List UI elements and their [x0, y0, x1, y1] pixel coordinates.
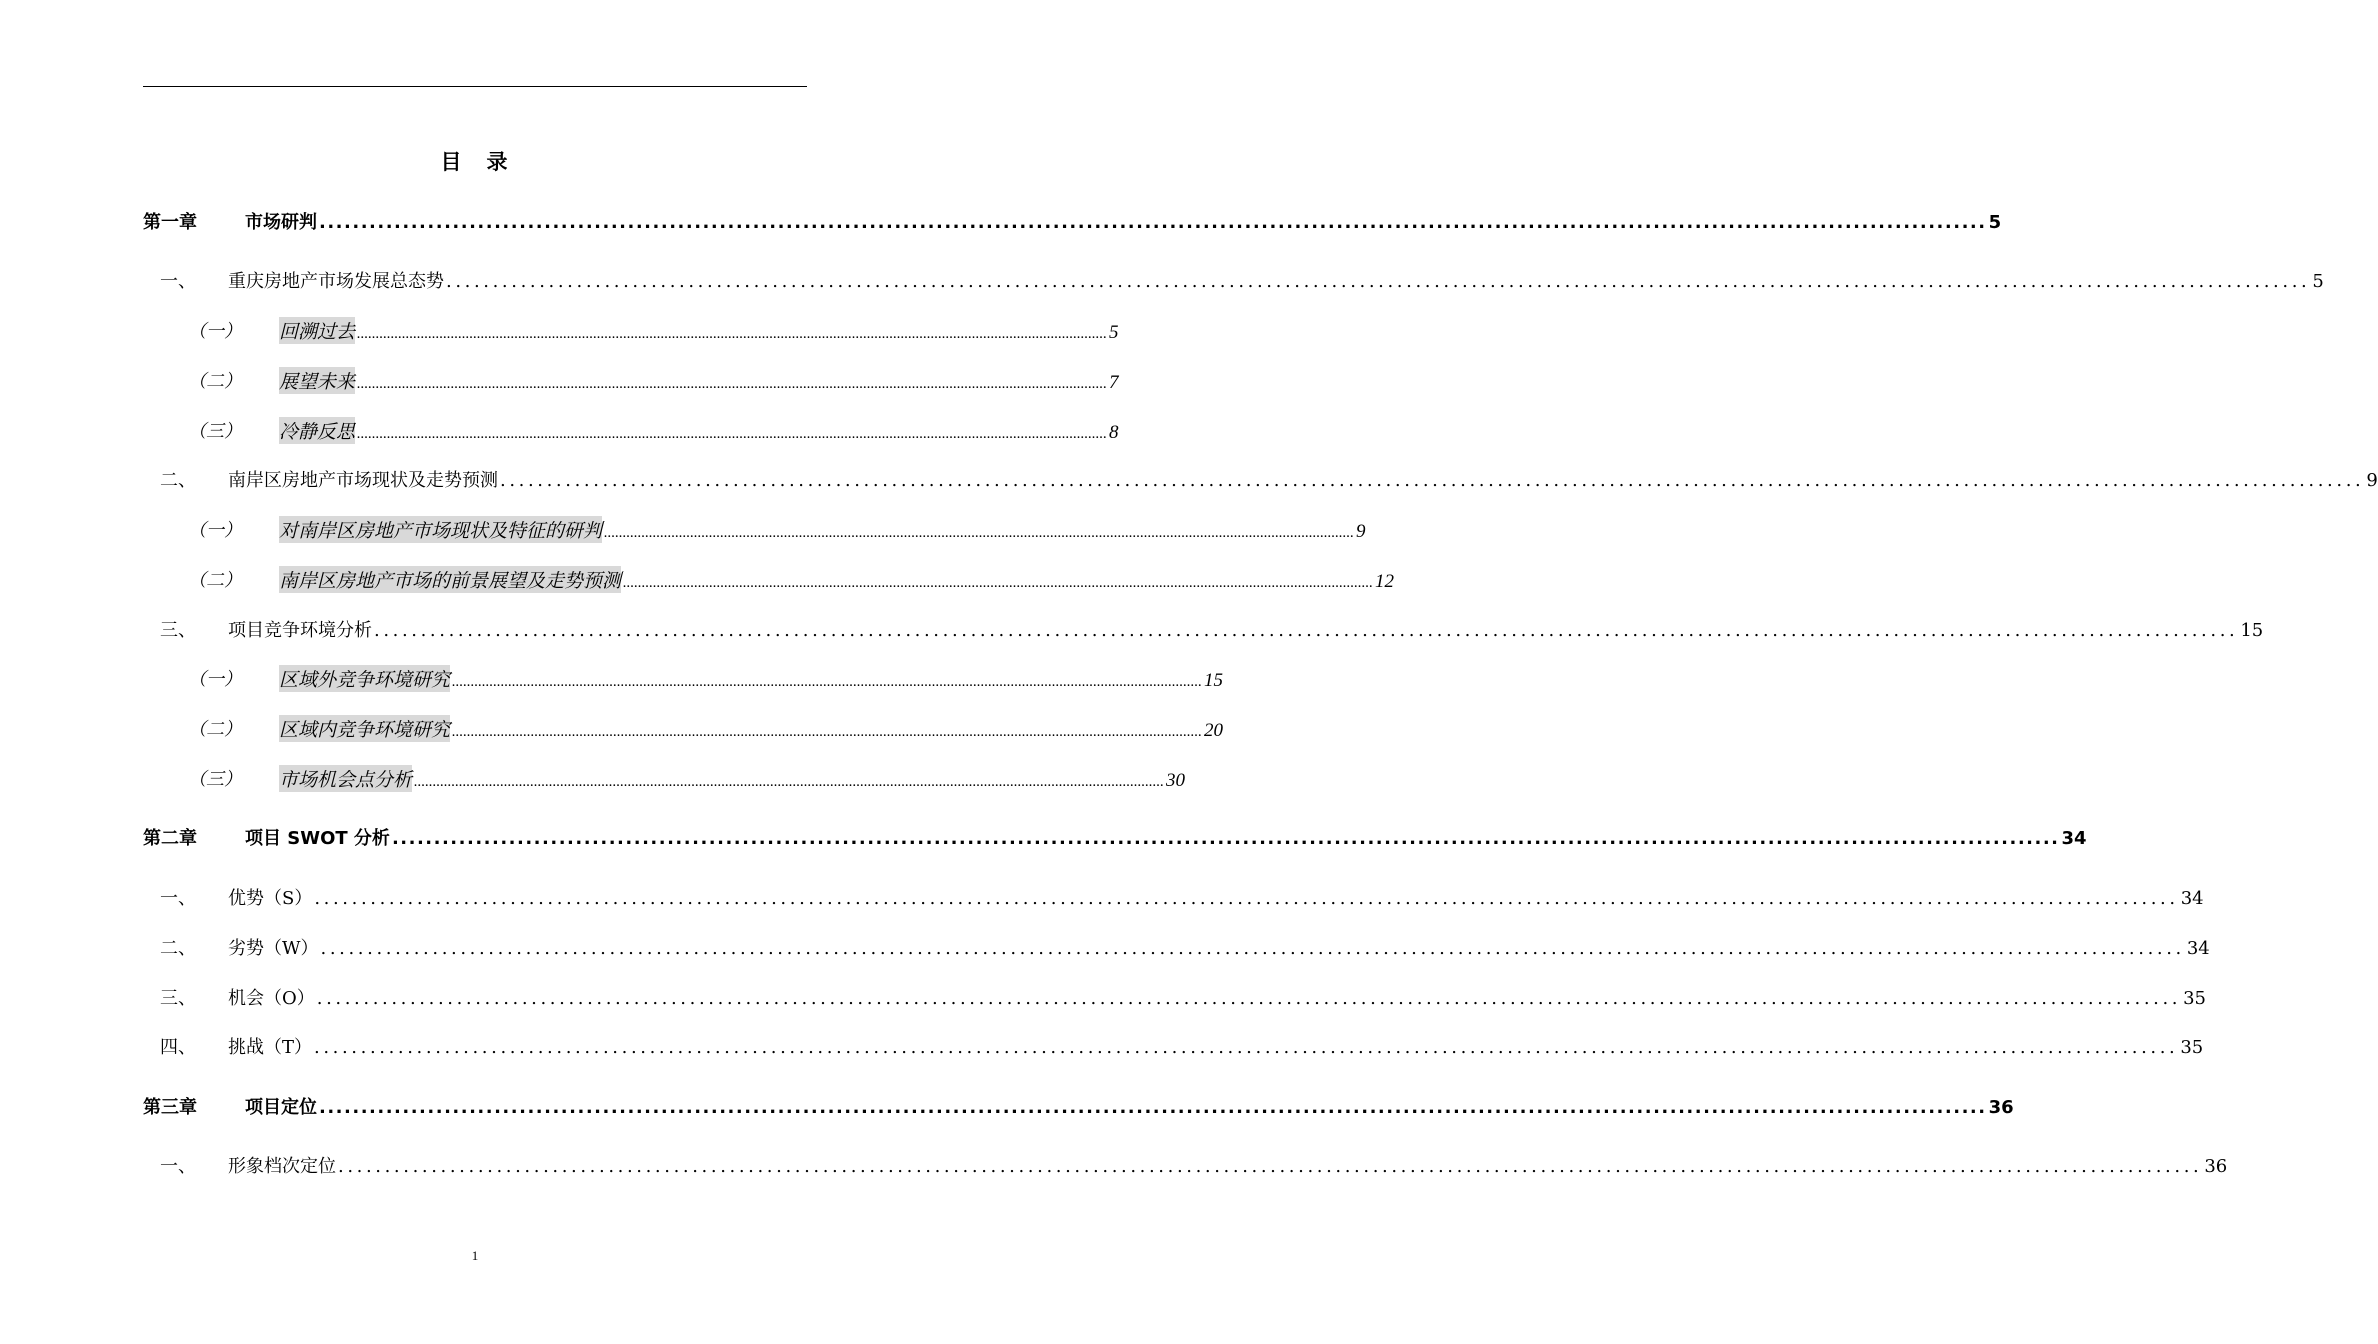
- toc-entry-text[interactable]: 南岸区房地产市场的前景展望及走势预测: [279, 566, 621, 593]
- toc-entry-text[interactable]: 优势（S）: [228, 888, 313, 909]
- toc-entry-number: （三）: [188, 769, 242, 790]
- toc-dot-leader: ........................................................................................................................................................................................................: [319, 1097, 1987, 1118]
- toc-dot-leader: ........................................................................................................................................................................................................: [452, 674, 1203, 690]
- toc-dot-leader: ........................................................................................................................................................................................................: [320, 938, 2185, 959]
- toc-entry-body: [245, 824, 2087, 850]
- toc-entry-body: [228, 1152, 2228, 1178]
- toc-entry-body: [279, 765, 1186, 792]
- toc-entry-number: 一、: [160, 888, 196, 909]
- toc-entry[interactable]: [0, 264, 2324, 294]
- toc-entry-page[interactable]: 12: [1375, 571, 1395, 592]
- toc-entry-number: （一）: [188, 321, 242, 342]
- toc-dot-leader: ........................................................................................................................................................................................................: [316, 988, 2182, 1009]
- toc-entry[interactable]: [0, 762, 1186, 792]
- toc-entry-body: [228, 984, 2207, 1010]
- toc-dot-leader: ........................................................................................................................................................................................................: [623, 575, 1374, 591]
- toc-entry-page[interactable]: 5: [2312, 271, 2324, 292]
- toc-entry-text[interactable]: 区域外竞争环境研究: [279, 665, 450, 692]
- toc-entry-number: （二）: [188, 570, 242, 591]
- toc-entry-text[interactable]: 项目竞争环境分析: [228, 620, 372, 641]
- toc-entry-page[interactable]: 5: [1988, 212, 2002, 233]
- toc-entry-page[interactable]: 34: [2180, 888, 2204, 909]
- toc-entry-page[interactable]: 9: [2366, 470, 2378, 491]
- toc-entry-number: 三、: [160, 620, 196, 641]
- toc-dot-leader: ........................................................................................................................................................................................................: [374, 620, 2239, 641]
- toc-entry-body: [279, 665, 1224, 692]
- toc-entry-number: 一、: [160, 271, 196, 292]
- toc-dot-leader: ........................................................................................................................................................................................................: [452, 724, 1203, 740]
- toc-dot-leader: ........................................................................................................................................................................................................: [314, 1037, 2179, 1058]
- toc-entry-number: （二）: [188, 371, 242, 392]
- toc-entry-page[interactable]: 5: [1109, 322, 1119, 343]
- toc-entry-number: 第一章: [143, 212, 197, 233]
- toc-entry-page[interactable]: 34: [2061, 828, 2087, 849]
- toc-entry-body: [228, 267, 2324, 293]
- toc-entry-text[interactable]: 劣势（W）: [228, 938, 319, 959]
- toc-entry-page[interactable]: 8: [1109, 422, 1119, 443]
- toc-entry[interactable]: [0, 613, 2264, 643]
- toc-entry-body: [279, 417, 1119, 444]
- toc-entry-body: [228, 884, 2204, 910]
- toc-entry-body: [228, 466, 2378, 492]
- toc-entry-text[interactable]: 南岸区房地产市场现状及走势预测: [228, 470, 498, 491]
- toc-entry-number: 二、: [160, 470, 196, 491]
- toc-entry-number: （二）: [188, 719, 242, 740]
- toc-entry-number: 二、: [160, 938, 196, 959]
- toc-entry-text[interactable]: 展望未来: [279, 367, 355, 394]
- toc-entry-text[interactable]: 项目定位: [245, 1097, 317, 1118]
- toc-entry[interactable]: [0, 712, 1224, 742]
- toc-dot-leader: ........................................................................................................................................................................................................: [357, 326, 1108, 342]
- toc-dot-leader: ........................................................................................................................................................................................................: [446, 271, 2311, 292]
- toc-entry-text[interactable]: 挑战（T）: [228, 1037, 313, 1058]
- toc-entry-body: [228, 1033, 2204, 1059]
- toc-entry[interactable]: [0, 513, 1366, 543]
- toc-dot-leader: ........................................................................................................................................................................................................: [314, 888, 2179, 909]
- toc-entry-number: 第三章: [143, 1097, 197, 1118]
- toc-entry-number: （一）: [188, 520, 242, 541]
- toc-entry[interactable]: [0, 981, 2207, 1011]
- toc-dot-leader: ........................................................................................................................................................................................................: [391, 828, 2060, 849]
- toc-entry[interactable]: [0, 1030, 2204, 1060]
- toc-entry[interactable]: [0, 662, 1224, 692]
- toc-title: 目 录: [440, 150, 510, 174]
- toc-entry-page[interactable]: 34: [2186, 938, 2210, 959]
- toc-entry[interactable]: [0, 364, 1119, 394]
- toc-entry-page[interactable]: 30: [1166, 770, 1186, 791]
- toc-entry-page[interactable]: 7: [1109, 372, 1119, 393]
- toc-entry-page[interactable]: 35: [2180, 1037, 2204, 1058]
- page-number: 1: [471, 1248, 479, 1263]
- toc-dot-leader: ........................................................................................................................................................................................................: [338, 1156, 2203, 1177]
- toc-entry-text[interactable]: 重庆房地产市场发展总态势: [228, 271, 444, 292]
- toc-entry-number: 三、: [160, 988, 196, 1009]
- toc-dot-leader: ........................................................................................................................................................................................................: [414, 774, 1165, 790]
- toc-dot-leader: ........................................................................................................................................................................................................: [319, 212, 1987, 233]
- toc-entry-text[interactable]: 市场研判: [245, 212, 317, 233]
- toc-dot-leader: ........................................................................................................................................................................................................: [500, 470, 2365, 491]
- toc-entry-number: （一）: [188, 669, 242, 690]
- toc-entry-number: （三）: [188, 421, 242, 442]
- toc-entry-text[interactable]: 区域内竞争环境研究: [279, 715, 450, 742]
- toc-entry-body: [279, 367, 1119, 394]
- toc-entry-page[interactable]: 9: [1356, 521, 1366, 542]
- toc-entry[interactable]: [0, 1090, 2014, 1120]
- toc-entry-body: [228, 934, 2210, 960]
- toc-entry-number: 一、: [160, 1156, 196, 1177]
- toc-entry[interactable]: [0, 1149, 2228, 1179]
- toc-entry[interactable]: [0, 414, 1119, 444]
- toc-dot-leader: ........................................................................................................................................................................................................: [357, 426, 1108, 442]
- toc-entry-page[interactable]: 35: [2183, 988, 2207, 1009]
- toc-entry-page[interactable]: 20: [1204, 720, 1224, 741]
- toc-entry-body: [279, 317, 1119, 344]
- toc-entry-page[interactable]: 15: [1204, 670, 1224, 691]
- toc-entry-body: [279, 566, 1395, 593]
- toc-entry-body: [228, 616, 2264, 642]
- toc-entry[interactable]: [0, 563, 1395, 593]
- toc-entry-text[interactable]: 市场机会点分析: [279, 765, 412, 792]
- toc-entry-body: [279, 715, 1224, 742]
- toc-entry-number: 第二章: [143, 828, 197, 849]
- toc-entry[interactable]: [0, 881, 2204, 911]
- toc-entry[interactable]: [0, 463, 2378, 493]
- toc-entry-body: [245, 208, 2002, 234]
- toc-entry-page[interactable]: 36: [1988, 1097, 2014, 1118]
- toc-entry-text[interactable]: 回溯过去: [279, 317, 355, 344]
- toc-entry[interactable]: [0, 821, 2087, 851]
- toc-entry-page[interactable]: 36: [2204, 1156, 2228, 1177]
- toc-entry[interactable]: [0, 314, 1119, 344]
- toc-entry[interactable]: [0, 205, 2002, 235]
- toc-entry-text[interactable]: 机会（O）: [228, 988, 315, 1009]
- toc-entry-text[interactable]: 冷静反思: [279, 417, 355, 444]
- toc-entry-page[interactable]: 15: [2240, 620, 2264, 641]
- toc-entry-body: [279, 516, 1366, 543]
- toc-entry-text[interactable]: 形象档次定位: [228, 1156, 336, 1177]
- toc-entry-number: 四、: [160, 1037, 196, 1058]
- toc-entry[interactable]: [0, 931, 2210, 961]
- toc-dot-leader: ........................................................................................................................................................................................................: [357, 376, 1108, 392]
- toc-entry-text[interactable]: 对南岸区房地产市场现状及特征的研判: [279, 516, 602, 543]
- toc-entry-body: [245, 1093, 2014, 1119]
- toc-entry-text[interactable]: 项目 SWOT 分析: [245, 828, 390, 849]
- toc-dot-leader: ........................................................................................................................................................................................................: [604, 525, 1355, 541]
